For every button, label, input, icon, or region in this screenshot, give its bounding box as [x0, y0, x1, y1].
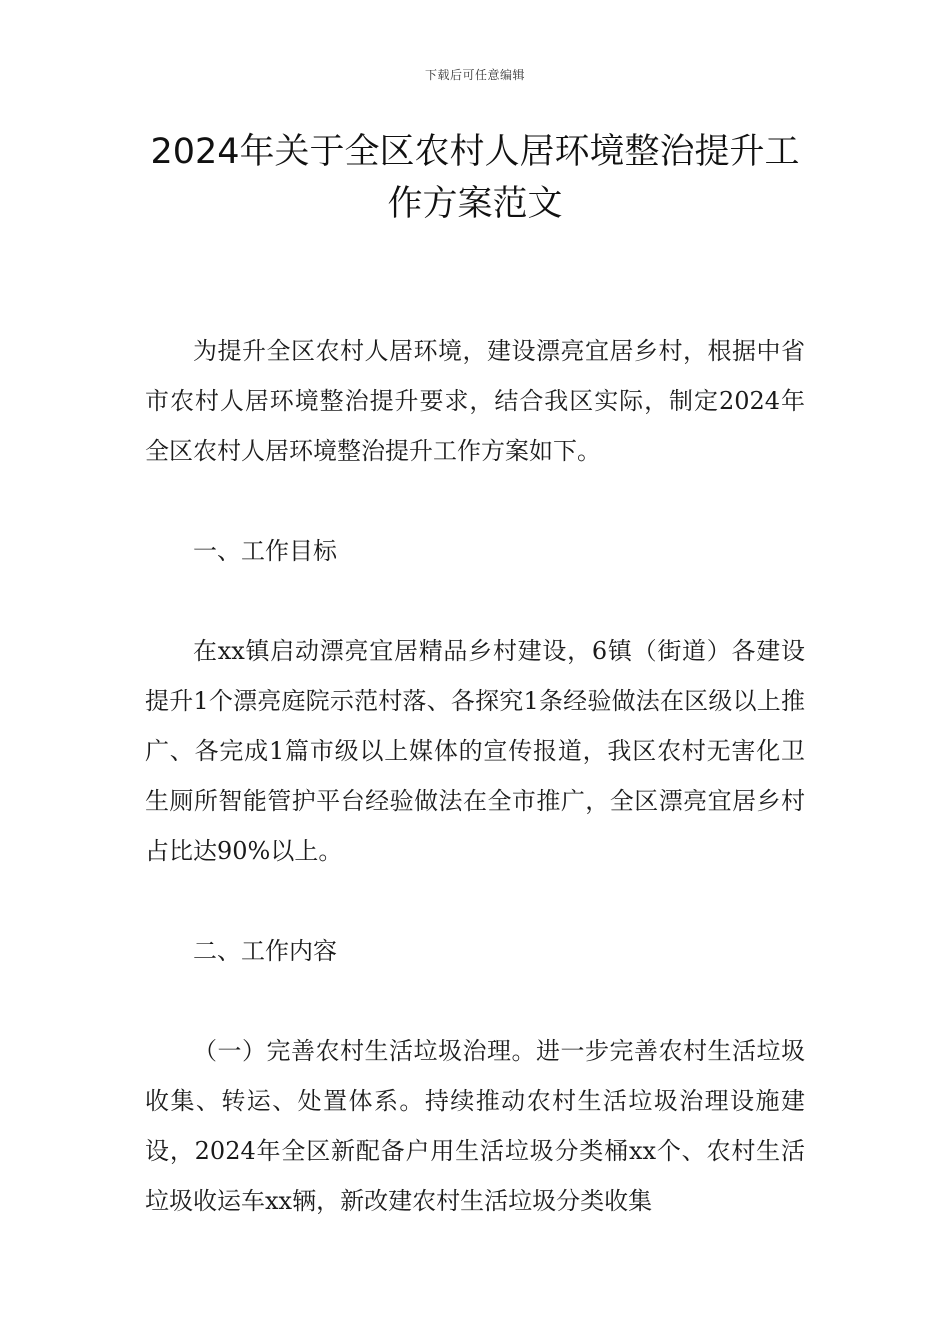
- header-note: 下载后可任意编辑: [424, 68, 525, 82]
- section-heading-content: 二、工作内容: [193, 937, 337, 965]
- paragraph-gap: [145, 476, 805, 526]
- paragraph-gap: [145, 976, 805, 1026]
- section-heading-goals: 一、工作目标: [193, 537, 337, 565]
- paragraph-gap: [145, 876, 805, 926]
- document-title: 2024年关于全区农村人居环境整治提升工作方案范文: [150, 132, 800, 224]
- intro-paragraph: 为提升全区农村人居环境，建设漂亮宜居乡村，根据中省市农村人居环境整治提升要求，结合我区实际，制定2024年全区农村人居环境整治提升工作方案如下。: [145, 337, 805, 465]
- document-body: [145, 326, 805, 1226]
- paragraph-gap: [145, 576, 805, 626]
- goals-paragraph: 在xx镇启动漂亮宜居精品乡村建设，6镇（街道）各建设提升1个漂亮庭院示范村落、各探究1条经验做法在区级以上推广、各完成1篇市级以上媒体的宣传报道，我区农村无害化卫生厕所智能管护平台经验做法在全市推广，全区漂亮宜居乡村占比达90%以上。: [145, 637, 805, 865]
- content-paragraph-1: （一）完善农村生活垃圾治理。进一步完善农村生活垃圾收集、转运、处置体系。持续推动农村生活垃圾治理设施建设，2024年全区新配备户用生活垃圾分类桶xx个、农村生活垃圾收运车xx辆，新改建农村生活垃圾分类收集: [145, 1037, 805, 1215]
